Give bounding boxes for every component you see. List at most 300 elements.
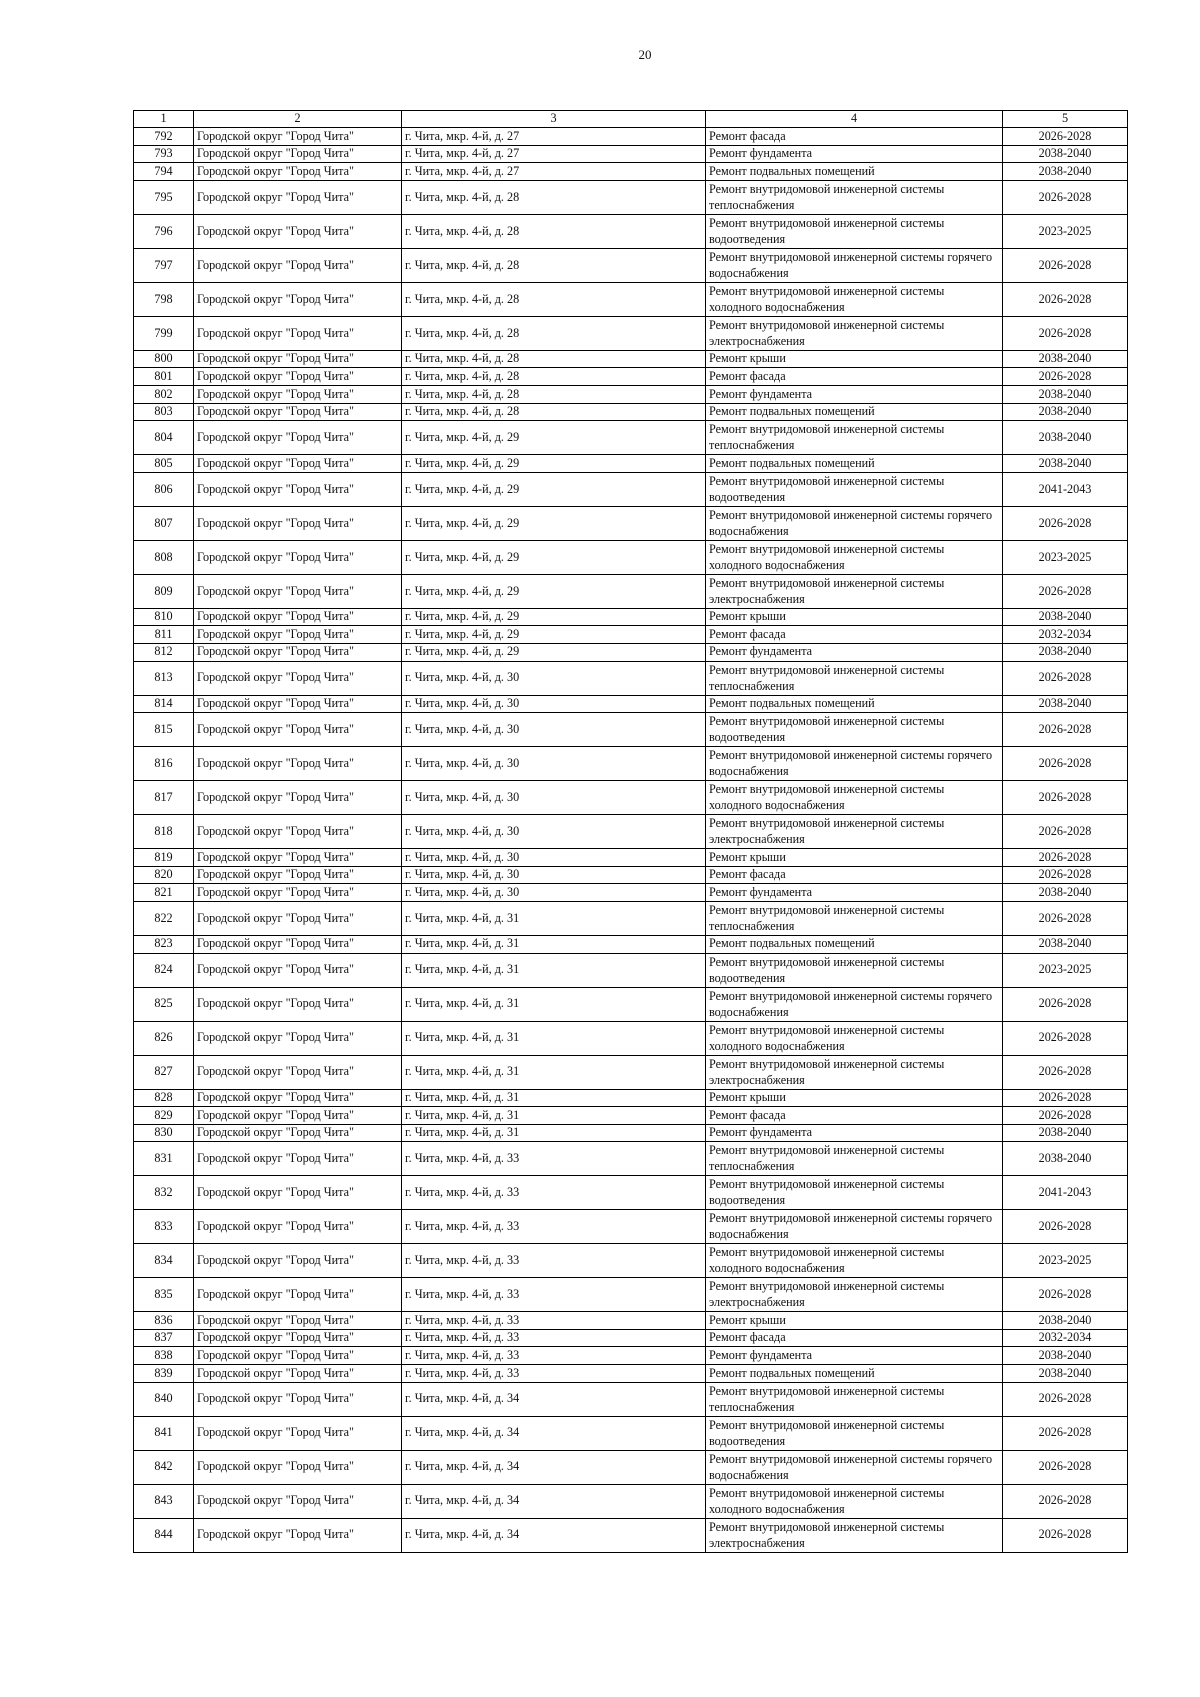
table-row <box>134 403 1128 421</box>
period-cell: 2023-2025 <box>1003 540 1128 574</box>
work-type-cell: Ремонт подвальных помещений <box>706 455 1003 473</box>
municipality-cell: Городской округ "Город Чита" <box>194 781 402 815</box>
period-cell: 2026-2028 <box>1003 248 1128 282</box>
row-number-cell: 795 <box>134 180 194 214</box>
row-number-cell: 844 <box>134 1518 194 1552</box>
address-cell: г. Чита, мкр. 4-й, д. 30 <box>402 661 706 695</box>
table-row <box>134 540 1128 574</box>
row-number-cell: 810 <box>134 608 194 626</box>
municipality-cell: Городской округ "Город Чита" <box>194 901 402 935</box>
table-row <box>134 849 1128 867</box>
table-row <box>134 472 1128 506</box>
municipality-cell: Городской округ "Город Чита" <box>194 987 402 1021</box>
table-row <box>134 661 1128 695</box>
column-header-1: 1 <box>134 111 194 128</box>
row-number-cell: 825 <box>134 987 194 1021</box>
municipality-cell: Городской округ "Город Чита" <box>194 145 402 163</box>
period-cell: 2026-2028 <box>1003 1055 1128 1089</box>
work-type-cell: Ремонт фасада <box>706 368 1003 386</box>
period-cell: 2038-2040 <box>1003 884 1128 902</box>
address-cell: г. Чита, мкр. 4-й, д. 29 <box>402 643 706 661</box>
municipality-cell: Городской округ "Город Чита" <box>194 713 402 747</box>
table-row <box>134 643 1128 661</box>
address-cell: г. Чита, мкр. 4-й, д. 28 <box>402 403 706 421</box>
municipality-cell: Городской округ "Город Чита" <box>194 574 402 608</box>
period-cell: 2026-2028 <box>1003 1382 1128 1416</box>
row-number-cell: 793 <box>134 145 194 163</box>
address-cell: г. Чита, мкр. 4-й, д. 31 <box>402 1124 706 1142</box>
table-row <box>134 282 1128 316</box>
work-type-cell: Ремонт внутридомовой инженерной системы холодного водоснабжения <box>706 1021 1003 1055</box>
municipality-cell: Городской округ "Город Чита" <box>194 608 402 626</box>
municipality-cell: Городской округ "Город Чита" <box>194 1329 402 1347</box>
work-type-cell: Ремонт внутридомовой инженерной системы холодного водоснабжения <box>706 1244 1003 1278</box>
row-number-cell: 816 <box>134 747 194 781</box>
period-cell: 2038-2040 <box>1003 1347 1128 1365</box>
table-row <box>134 421 1128 455</box>
municipality-cell: Городской округ "Город Чита" <box>194 316 402 350</box>
table-row <box>134 1365 1128 1383</box>
period-cell: 2038-2040 <box>1003 163 1128 181</box>
work-type-cell: Ремонт подвальных помещений <box>706 695 1003 713</box>
row-number-cell: 798 <box>134 282 194 316</box>
table-row <box>134 385 1128 403</box>
address-cell: г. Чита, мкр. 4-й, д. 31 <box>402 1107 706 1125</box>
period-cell: 2038-2040 <box>1003 421 1128 455</box>
table-row <box>134 1312 1128 1330</box>
municipality-cell: Городской округ "Город Чита" <box>194 815 402 849</box>
period-cell: 2038-2040 <box>1003 385 1128 403</box>
period-cell: 2032-2034 <box>1003 626 1128 644</box>
period-cell: 2026-2028 <box>1003 713 1128 747</box>
address-cell: г. Чита, мкр. 4-й, д. 33 <box>402 1329 706 1347</box>
table-row <box>134 1142 1128 1176</box>
row-number-cell: 832 <box>134 1176 194 1210</box>
row-number-cell: 824 <box>134 953 194 987</box>
period-cell: 2026-2028 <box>1003 1450 1128 1484</box>
table-row <box>134 1347 1128 1365</box>
table-row <box>134 145 1128 163</box>
address-cell: г. Чита, мкр. 4-й, д. 34 <box>402 1416 706 1450</box>
work-type-cell: Ремонт внутридомовой инженерной системы теплоснабжения <box>706 901 1003 935</box>
municipality-cell: Городской округ "Город Чита" <box>194 214 402 248</box>
municipality-cell: Городской округ "Город Чита" <box>194 1107 402 1125</box>
municipality-cell: Городской округ "Город Чита" <box>194 350 402 368</box>
row-number-cell: 813 <box>134 661 194 695</box>
address-cell: г. Чита, мкр. 4-й, д. 33 <box>402 1244 706 1278</box>
table-row <box>134 987 1128 1021</box>
work-type-cell: Ремонт внутридомовой инженерной системы электроснабжения <box>706 1518 1003 1552</box>
address-cell: г. Чита, мкр. 4-й, д. 33 <box>402 1365 706 1383</box>
period-cell: 2026-2028 <box>1003 901 1128 935</box>
work-type-cell: Ремонт фасада <box>706 1329 1003 1347</box>
address-cell: г. Чита, мкр. 4-й, д. 28 <box>402 385 706 403</box>
table-row <box>134 180 1128 214</box>
address-cell: г. Чита, мкр. 4-й, д. 33 <box>402 1278 706 1312</box>
table-row <box>134 455 1128 473</box>
period-cell: 2026-2028 <box>1003 574 1128 608</box>
address-cell: г. Чита, мкр. 4-й, д. 30 <box>402 866 706 884</box>
repair-schedule-table <box>133 110 1128 1553</box>
row-number-cell: 794 <box>134 163 194 181</box>
municipality-cell: Городской округ "Город Чита" <box>194 1518 402 1552</box>
municipality-cell: Городской округ "Город Чита" <box>194 540 402 574</box>
table-row <box>134 316 1128 350</box>
period-cell: 2038-2040 <box>1003 1365 1128 1383</box>
row-number-cell: 799 <box>134 316 194 350</box>
table-row <box>134 1210 1128 1244</box>
table-row <box>134 866 1128 884</box>
table-row <box>134 884 1128 902</box>
address-cell: г. Чита, мкр. 4-й, д. 30 <box>402 815 706 849</box>
table-row <box>134 368 1128 386</box>
work-type-cell: Ремонт фундамента <box>706 385 1003 403</box>
row-number-cell: 838 <box>134 1347 194 1365</box>
address-cell: г. Чита, мкр. 4-й, д. 28 <box>402 368 706 386</box>
municipality-cell: Городской округ "Город Чита" <box>194 884 402 902</box>
row-number-cell: 826 <box>134 1021 194 1055</box>
municipality-cell: Городской округ "Город Чита" <box>194 1484 402 1518</box>
row-number-cell: 823 <box>134 935 194 953</box>
row-number-cell: 829 <box>134 1107 194 1125</box>
address-cell: г. Чита, мкр. 4-й, д. 33 <box>402 1176 706 1210</box>
row-number-cell: 841 <box>134 1416 194 1450</box>
table-row <box>134 1329 1128 1347</box>
table-row <box>134 1055 1128 1089</box>
address-cell: г. Чита, мкр. 4-й, д. 30 <box>402 713 706 747</box>
municipality-cell: Городской округ "Город Чита" <box>194 1021 402 1055</box>
work-type-cell: Ремонт фундамента <box>706 1347 1003 1365</box>
table-row <box>134 695 1128 713</box>
table-row <box>134 214 1128 248</box>
municipality-cell: Городской округ "Город Чита" <box>194 1416 402 1450</box>
address-cell: г. Чита, мкр. 4-й, д. 27 <box>402 163 706 181</box>
table-row <box>134 935 1128 953</box>
address-cell: г. Чита, мкр. 4-й, д. 33 <box>402 1312 706 1330</box>
table-row <box>134 815 1128 849</box>
period-cell: 2041-2043 <box>1003 472 1128 506</box>
row-number-cell: 807 <box>134 506 194 540</box>
page-number: 20 <box>638 47 652 62</box>
municipality-cell: Городской округ "Город Чита" <box>194 472 402 506</box>
row-number-cell: 840 <box>134 1382 194 1416</box>
period-cell: 2026-2028 <box>1003 815 1128 849</box>
row-number-cell: 812 <box>134 643 194 661</box>
table-row <box>134 626 1128 644</box>
table-row <box>134 781 1128 815</box>
work-type-cell: Ремонт внутридомовой инженерной системы электроснабжения <box>706 815 1003 849</box>
row-number-cell: 842 <box>134 1450 194 1484</box>
table-row <box>134 953 1128 987</box>
column-header-4: 4 <box>706 111 1003 128</box>
work-type-cell: Ремонт фасада <box>706 866 1003 884</box>
work-type-cell: Ремонт крыши <box>706 608 1003 626</box>
table-row <box>134 1484 1128 1518</box>
address-cell: г. Чита, мкр. 4-й, д. 33 <box>402 1142 706 1176</box>
work-type-cell: Ремонт внутридомовой инженерной системы горячего водоснабжения <box>706 248 1003 282</box>
address-cell: г. Чита, мкр. 4-й, д. 30 <box>402 884 706 902</box>
table-row <box>134 1124 1128 1142</box>
municipality-cell: Городской округ "Город Чита" <box>194 1176 402 1210</box>
work-type-cell: Ремонт подвальных помещений <box>706 163 1003 181</box>
work-type-cell: Ремонт фундамента <box>706 884 1003 902</box>
row-number-cell: 818 <box>134 815 194 849</box>
row-number-cell: 796 <box>134 214 194 248</box>
address-cell: г. Чита, мкр. 4-й, д. 31 <box>402 935 706 953</box>
period-cell: 2038-2040 <box>1003 350 1128 368</box>
period-cell: 2026-2028 <box>1003 1484 1128 1518</box>
address-cell: г. Чита, мкр. 4-й, д. 29 <box>402 626 706 644</box>
address-cell: г. Чита, мкр. 4-й, д. 31 <box>402 1055 706 1089</box>
municipality-cell: Городской округ "Город Чита" <box>194 1347 402 1365</box>
row-number-cell: 809 <box>134 574 194 608</box>
work-type-cell: Ремонт внутридомовой инженерной системы водоотведения <box>706 472 1003 506</box>
address-cell: г. Чита, мкр. 4-й, д. 29 <box>402 421 706 455</box>
period-cell: 2038-2040 <box>1003 643 1128 661</box>
address-cell: г. Чита, мкр. 4-й, д. 34 <box>402 1518 706 1552</box>
table-row <box>134 1244 1128 1278</box>
work-type-cell: Ремонт внутридомовой инженерной системы электроснабжения <box>706 1055 1003 1089</box>
row-number-cell: 830 <box>134 1124 194 1142</box>
work-type-cell: Ремонт внутридомовой инженерной системы водоотведения <box>706 1176 1003 1210</box>
row-number-cell: 806 <box>134 472 194 506</box>
table-row <box>134 506 1128 540</box>
row-number-cell: 843 <box>134 1484 194 1518</box>
row-number-cell: 831 <box>134 1142 194 1176</box>
table-row <box>134 248 1128 282</box>
column-header-5: 5 <box>1003 111 1128 128</box>
period-cell: 2026-2028 <box>1003 1518 1128 1552</box>
period-cell: 2026-2028 <box>1003 781 1128 815</box>
period-cell: 2023-2025 <box>1003 214 1128 248</box>
address-cell: г. Чита, мкр. 4-й, д. 30 <box>402 695 706 713</box>
municipality-cell: Городской округ "Город Чита" <box>194 1365 402 1383</box>
address-cell: г. Чита, мкр. 4-й, д. 31 <box>402 901 706 935</box>
row-number-cell: 833 <box>134 1210 194 1244</box>
municipality-cell: Городской округ "Город Чита" <box>194 747 402 781</box>
table-row <box>134 747 1128 781</box>
period-cell: 2026-2028 <box>1003 1107 1128 1125</box>
table-row <box>134 350 1128 368</box>
municipality-cell: Городской округ "Город Чита" <box>194 385 402 403</box>
address-cell: г. Чита, мкр. 4-й, д. 31 <box>402 987 706 1021</box>
column-header-3: 3 <box>402 111 706 128</box>
work-type-cell: Ремонт внутридомовой инженерной системы холодного водоснабжения <box>706 781 1003 815</box>
address-cell: г. Чита, мкр. 4-й, д. 31 <box>402 1089 706 1107</box>
work-type-cell: Ремонт подвальных помещений <box>706 403 1003 421</box>
municipality-cell: Городской округ "Город Чита" <box>194 180 402 214</box>
period-cell: 2026-2028 <box>1003 661 1128 695</box>
address-cell: г. Чита, мкр. 4-й, д. 29 <box>402 455 706 473</box>
address-cell: г. Чита, мкр. 4-й, д. 29 <box>402 608 706 626</box>
period-cell: 2038-2040 <box>1003 935 1128 953</box>
table-row <box>134 901 1128 935</box>
row-number-cell: 822 <box>134 901 194 935</box>
municipality-cell: Городской округ "Город Чита" <box>194 866 402 884</box>
municipality-cell: Городской округ "Город Чита" <box>194 1382 402 1416</box>
period-cell: 2026-2028 <box>1003 128 1128 146</box>
municipality-cell: Городской округ "Город Чита" <box>194 1124 402 1142</box>
work-type-cell: Ремонт фундамента <box>706 145 1003 163</box>
work-type-cell: Ремонт внутридомовой инженерной системы водоотведения <box>706 214 1003 248</box>
period-cell: 2038-2040 <box>1003 455 1128 473</box>
work-type-cell: Ремонт внутридомовой инженерной системы горячего водоснабжения <box>706 506 1003 540</box>
table-row <box>134 1021 1128 1055</box>
period-cell: 2038-2040 <box>1003 1312 1128 1330</box>
period-cell: 2038-2040 <box>1003 1124 1128 1142</box>
address-cell: г. Чита, мкр. 4-й, д. 33 <box>402 1210 706 1244</box>
row-number-cell: 828 <box>134 1089 194 1107</box>
work-type-cell: Ремонт внутридомовой инженерной системы теплоснабжения <box>706 180 1003 214</box>
address-cell: г. Чита, мкр. 4-й, д. 29 <box>402 540 706 574</box>
address-cell: г. Чита, мкр. 4-й, д. 34 <box>402 1484 706 1518</box>
address-cell: г. Чита, мкр. 4-й, д. 33 <box>402 1347 706 1365</box>
work-type-cell: Ремонт внутридомовой инженерной системы холодного водоснабжения <box>706 282 1003 316</box>
work-type-cell: Ремонт внутридомовой инженерной системы электроснабжения <box>706 1278 1003 1312</box>
municipality-cell: Городской округ "Город Чита" <box>194 695 402 713</box>
period-cell: 2026-2028 <box>1003 1210 1128 1244</box>
municipality-cell: Городской округ "Город Чита" <box>194 643 402 661</box>
address-cell: г. Чита, мкр. 4-й, д. 34 <box>402 1382 706 1416</box>
row-number-cell: 817 <box>134 781 194 815</box>
row-number-cell: 836 <box>134 1312 194 1330</box>
table-row <box>134 574 1128 608</box>
municipality-cell: Городской округ "Город Чита" <box>194 1278 402 1312</box>
municipality-cell: Городской округ "Город Чита" <box>194 455 402 473</box>
table-header <box>134 111 1128 128</box>
period-cell: 2026-2028 <box>1003 1089 1128 1107</box>
row-number-cell: 837 <box>134 1329 194 1347</box>
row-number-cell: 835 <box>134 1278 194 1312</box>
municipality-cell: Городской округ "Город Чита" <box>194 1244 402 1278</box>
address-cell: г. Чита, мкр. 4-й, д. 28 <box>402 248 706 282</box>
table-row <box>134 608 1128 626</box>
address-cell: г. Чита, мкр. 4-й, д. 29 <box>402 506 706 540</box>
address-cell: г. Чита, мкр. 4-й, д. 30 <box>402 781 706 815</box>
work-type-cell: Ремонт крыши <box>706 849 1003 867</box>
municipality-cell: Городской округ "Город Чита" <box>194 248 402 282</box>
work-type-cell: Ремонт крыши <box>706 1312 1003 1330</box>
municipality-cell: Городской округ "Город Чита" <box>194 953 402 987</box>
period-cell: 2026-2028 <box>1003 1278 1128 1312</box>
table-row <box>134 1107 1128 1125</box>
work-type-cell: Ремонт внутридомовой инженерной системы горячего водоснабжения <box>706 987 1003 1021</box>
table-row <box>134 128 1128 146</box>
municipality-cell: Городской округ "Город Чита" <box>194 368 402 386</box>
municipality-cell: Городской округ "Город Чита" <box>194 1450 402 1484</box>
work-type-cell: Ремонт крыши <box>706 1089 1003 1107</box>
work-type-cell: Ремонт внутридомовой инженерной системы теплоснабжения <box>706 1142 1003 1176</box>
address-cell: г. Чита, мкр. 4-й, д. 28 <box>402 180 706 214</box>
period-cell: 2026-2028 <box>1003 866 1128 884</box>
table-row <box>134 1450 1128 1484</box>
row-number-cell: 805 <box>134 455 194 473</box>
period-cell: 2023-2025 <box>1003 1244 1128 1278</box>
work-type-cell: Ремонт внутридомовой инженерной системы холодного водоснабжения <box>706 540 1003 574</box>
table-row <box>134 1382 1128 1416</box>
table-row <box>134 1518 1128 1552</box>
work-type-cell: Ремонт внутридомовой инженерной системы электроснабжения <box>706 574 1003 608</box>
municipality-cell: Городской округ "Город Чита" <box>194 163 402 181</box>
work-type-cell: Ремонт подвальных помещений <box>706 935 1003 953</box>
work-type-cell: Ремонт фасада <box>706 626 1003 644</box>
row-number-cell: 815 <box>134 713 194 747</box>
work-type-cell: Ремонт внутридомовой инженерной системы теплоснабжения <box>706 421 1003 455</box>
row-number-cell: 839 <box>134 1365 194 1383</box>
row-number-cell: 792 <box>134 128 194 146</box>
work-type-cell: Ремонт подвальных помещений <box>706 1365 1003 1383</box>
period-cell: 2026-2028 <box>1003 849 1128 867</box>
address-cell: г. Чита, мкр. 4-й, д. 29 <box>402 472 706 506</box>
work-type-cell: Ремонт внутридомовой инженерной системы горячего водоснабжения <box>706 747 1003 781</box>
row-number-cell: 808 <box>134 540 194 574</box>
period-cell: 2026-2028 <box>1003 747 1128 781</box>
address-cell: г. Чита, мкр. 4-й, д. 28 <box>402 214 706 248</box>
row-number-cell: 834 <box>134 1244 194 1278</box>
work-type-cell: Ремонт фасада <box>706 128 1003 146</box>
municipality-cell: Городской округ "Город Чита" <box>194 128 402 146</box>
table-row <box>134 1176 1128 1210</box>
work-type-cell: Ремонт внутридомовой инженерной системы водоотведения <box>706 953 1003 987</box>
work-type-cell: Ремонт внутридомовой инженерной системы горячего водоснабжения <box>706 1450 1003 1484</box>
period-cell: 2038-2040 <box>1003 145 1128 163</box>
period-cell: 2026-2028 <box>1003 987 1128 1021</box>
municipality-cell: Городской округ "Город Чита" <box>194 1142 402 1176</box>
period-cell: 2026-2028 <box>1003 368 1128 386</box>
address-cell: г. Чита, мкр. 4-й, д. 34 <box>402 1450 706 1484</box>
row-number-cell: 821 <box>134 884 194 902</box>
work-type-cell: Ремонт внутридомовой инженерной системы водоотведения <box>706 1416 1003 1450</box>
row-number-cell: 814 <box>134 695 194 713</box>
period-cell: 2038-2040 <box>1003 403 1128 421</box>
municipality-cell: Городской округ "Город Чита" <box>194 1089 402 1107</box>
table-row <box>134 1278 1128 1312</box>
address-cell: г. Чита, мкр. 4-й, д. 28 <box>402 282 706 316</box>
municipality-cell: Городской округ "Город Чита" <box>194 661 402 695</box>
row-number-cell: 820 <box>134 866 194 884</box>
municipality-cell: Городской округ "Город Чита" <box>194 506 402 540</box>
municipality-cell: Городской округ "Город Чита" <box>194 421 402 455</box>
work-type-cell: Ремонт крыши <box>706 350 1003 368</box>
address-cell: г. Чита, мкр. 4-й, д. 30 <box>402 849 706 867</box>
work-type-cell: Ремонт внутридомовой инженерной системы холодного водоснабжения <box>706 1484 1003 1518</box>
period-cell: 2038-2040 <box>1003 608 1128 626</box>
work-type-cell: Ремонт фундамента <box>706 643 1003 661</box>
period-cell: 2026-2028 <box>1003 506 1128 540</box>
period-cell: 2041-2043 <box>1003 1176 1128 1210</box>
table-row <box>134 713 1128 747</box>
table-row <box>134 163 1128 181</box>
row-number-cell: 811 <box>134 626 194 644</box>
row-number-cell: 801 <box>134 368 194 386</box>
address-cell: г. Чита, мкр. 4-й, д. 31 <box>402 953 706 987</box>
work-type-cell: Ремонт внутридомовой инженерной системы теплоснабжения <box>706 661 1003 695</box>
municipality-cell: Городской округ "Город Чита" <box>194 935 402 953</box>
address-cell: г. Чита, мкр. 4-й, д. 30 <box>402 747 706 781</box>
table-row <box>134 1089 1128 1107</box>
work-type-cell: Ремонт фундамента <box>706 1124 1003 1142</box>
period-cell: 2026-2028 <box>1003 282 1128 316</box>
row-number-cell: 800 <box>134 350 194 368</box>
period-cell: 2026-2028 <box>1003 316 1128 350</box>
period-cell: 2026-2028 <box>1003 180 1128 214</box>
period-cell: 2026-2028 <box>1003 1021 1128 1055</box>
period-cell: 2032-2034 <box>1003 1329 1128 1347</box>
municipality-cell: Городской округ "Город Чита" <box>194 282 402 316</box>
municipality-cell: Городской округ "Город Чита" <box>194 1312 402 1330</box>
address-cell: г. Чита, мкр. 4-й, д. 28 <box>402 350 706 368</box>
municipality-cell: Городской округ "Город Чита" <box>194 403 402 421</box>
